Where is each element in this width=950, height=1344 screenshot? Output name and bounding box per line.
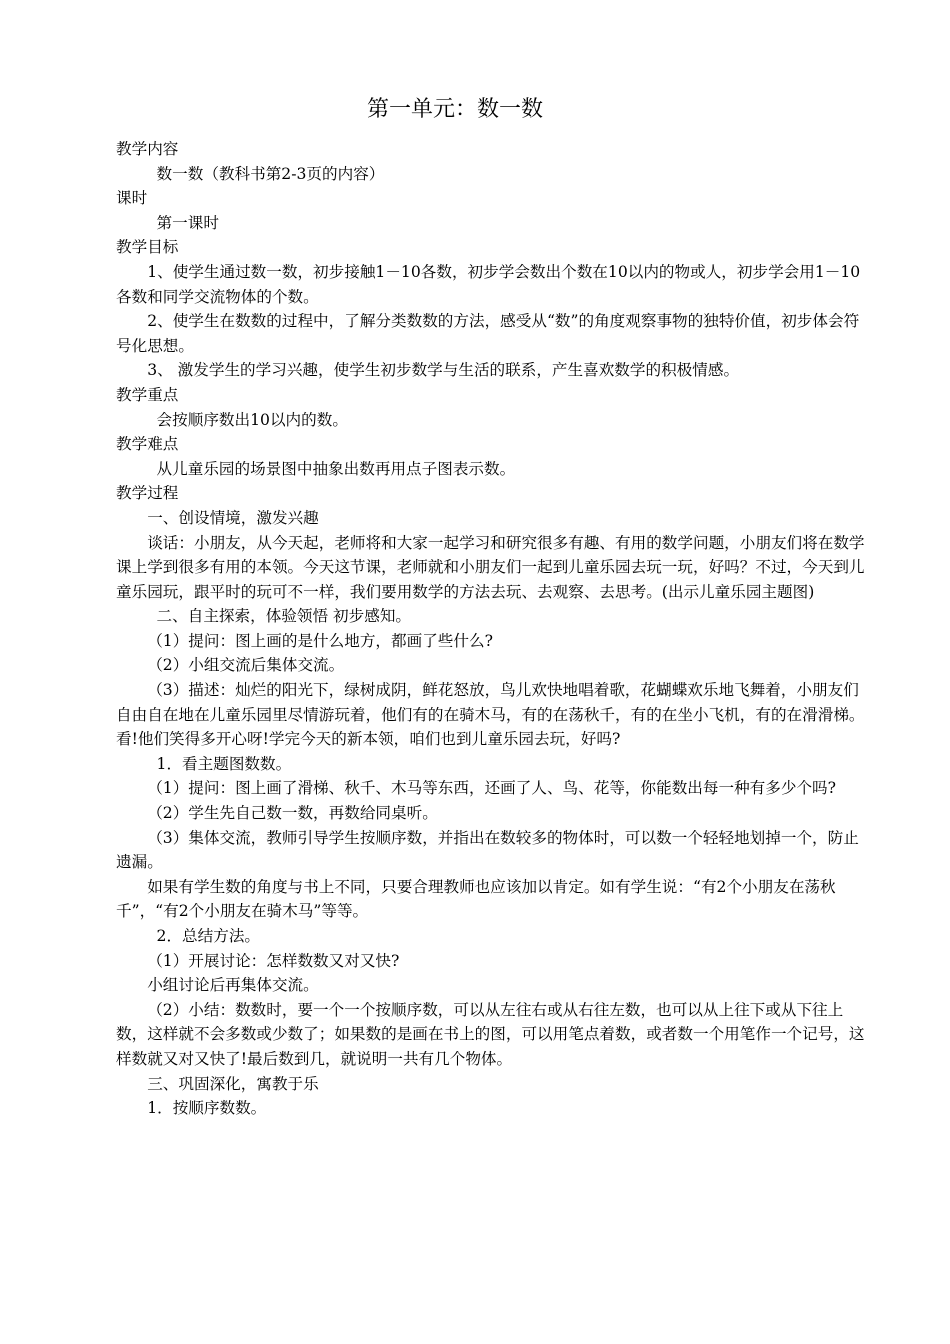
section-heading: 教学内容 xyxy=(116,140,179,158)
document-body xyxy=(116,137,868,1121)
paragraph: （2）学生先自己数一数，再数给同桌听。 xyxy=(147,804,438,823)
section-heading: 教学过程 xyxy=(116,484,179,503)
paragraph: （1）提问：图上画了滑梯、秋千、木马等东西，还画了人、鸟、花等，你能数出每一种有多少个吗? xyxy=(147,779,837,798)
section-heading: 课时 xyxy=(116,189,148,208)
section-heading: 教学难点 xyxy=(116,435,179,454)
paragraph: 从儿童乐园的场景图中抽象出数再用点子图表示数。 xyxy=(156,459,516,478)
paragraph: 小组讨论后再集体交流。 xyxy=(147,976,319,995)
paragraph: 如果有学生数的角度与书上不同，只要合理教师也应该加以肯定。如有学生说：“有2个小朋友在荡秋千”，“有2个小朋友在骑木马”等等。 xyxy=(116,877,836,921)
paragraph: 2．总结方法。 xyxy=(156,927,261,945)
paragraph: 二、自主探索，体验领悟 初步感知。 xyxy=(156,607,412,626)
paragraph: （2）小结：数数时，要一个一个按顺序数，可以从左往右或从右往左数，也可以从上往下或从下往上数，这样就不会多数或少数了；如果数的是画在书上的图，可以用笔点着数，或者数一个用笔作一个记号，这样数就又对又快了!最后数到几，就说明一共有几个物体。 xyxy=(116,1000,865,1068)
paragraph: （2）小组交流后集体交流。 xyxy=(147,656,345,675)
paragraph: 1、使学生通过数一数，初步接触1－10各数，初步学会数出个数在10以内的物或人，初步学会用1－10各数和同学交流物体的个数。 xyxy=(116,262,861,306)
paragraph: 1．看主题图数数。 xyxy=(156,754,292,773)
paragraph: （1）开展讨论：怎样数数又对又快? xyxy=(147,951,400,970)
paragraph: 3、 激发学生的学习兴趣，使学生初步数学与生活的联系，产生喜欢数学的积极情感。 xyxy=(147,361,740,380)
paragraph: 第一课时 xyxy=(156,213,219,232)
paragraph: 三、巩固深化，寓教于乐 xyxy=(147,1074,319,1093)
paragraph: （3）集体交流，教师引导学生按顺序数，并指出在数较多的物体时，可以数一个轻轻地划掉一个，防止遗漏。 xyxy=(116,828,859,872)
section-heading: 教学重点 xyxy=(116,385,179,404)
paragraph: 一、创设情境，激发兴趣 xyxy=(147,508,319,527)
paragraph: 2、使学生在数数的过程中，了解分类数数的方法，感受从“数”的角度观察事物的独特价值，初步体会符号化思想。 xyxy=(116,312,860,355)
paragraph: 会按顺序数出10以内的数。 xyxy=(156,410,348,429)
paragraph: （3）描述：灿烂的阳光下，绿树成阴，鲜花怒放，鸟儿欢快地唱着歌，花蝴蝶欢乐地飞舞着，小朋友们自由自在地在儿童乐园里尽情游玩着，他们有的在骑木马，有的在荡秋千，有的在坐小飞机，有的在滑滑梯。看!他们笑得多开心呀!学完今天的新本领，咱们也到儿童乐园去玩，好吗? xyxy=(116,681,865,749)
paragraph: （1）提问：图上画的是什么地方，都画了些什么? xyxy=(147,631,493,650)
page-title: 第一单元：数一数 xyxy=(366,97,543,122)
paragraph: 1．按顺序数数。 xyxy=(147,1099,267,1118)
paragraph: 数一数（教科书第2-3页的内容） xyxy=(156,164,385,183)
section-heading: 教学目标 xyxy=(116,238,179,257)
paragraph: 谈话：小朋友，从今天起，老师将和大家一起学习和研究很多有趣、有用的数学问题，小朋友们将在数学课上学到很多有用的本领。今天这节课，老师就和小朋友们一起到儿童乐园去玩一玩，好吗？不过，今天到儿童乐园玩，跟平时的玩可不一样，我们要用数学的方法去玩、去观察、去思考。(出示儿童乐园主题图) xyxy=(116,533,865,601)
